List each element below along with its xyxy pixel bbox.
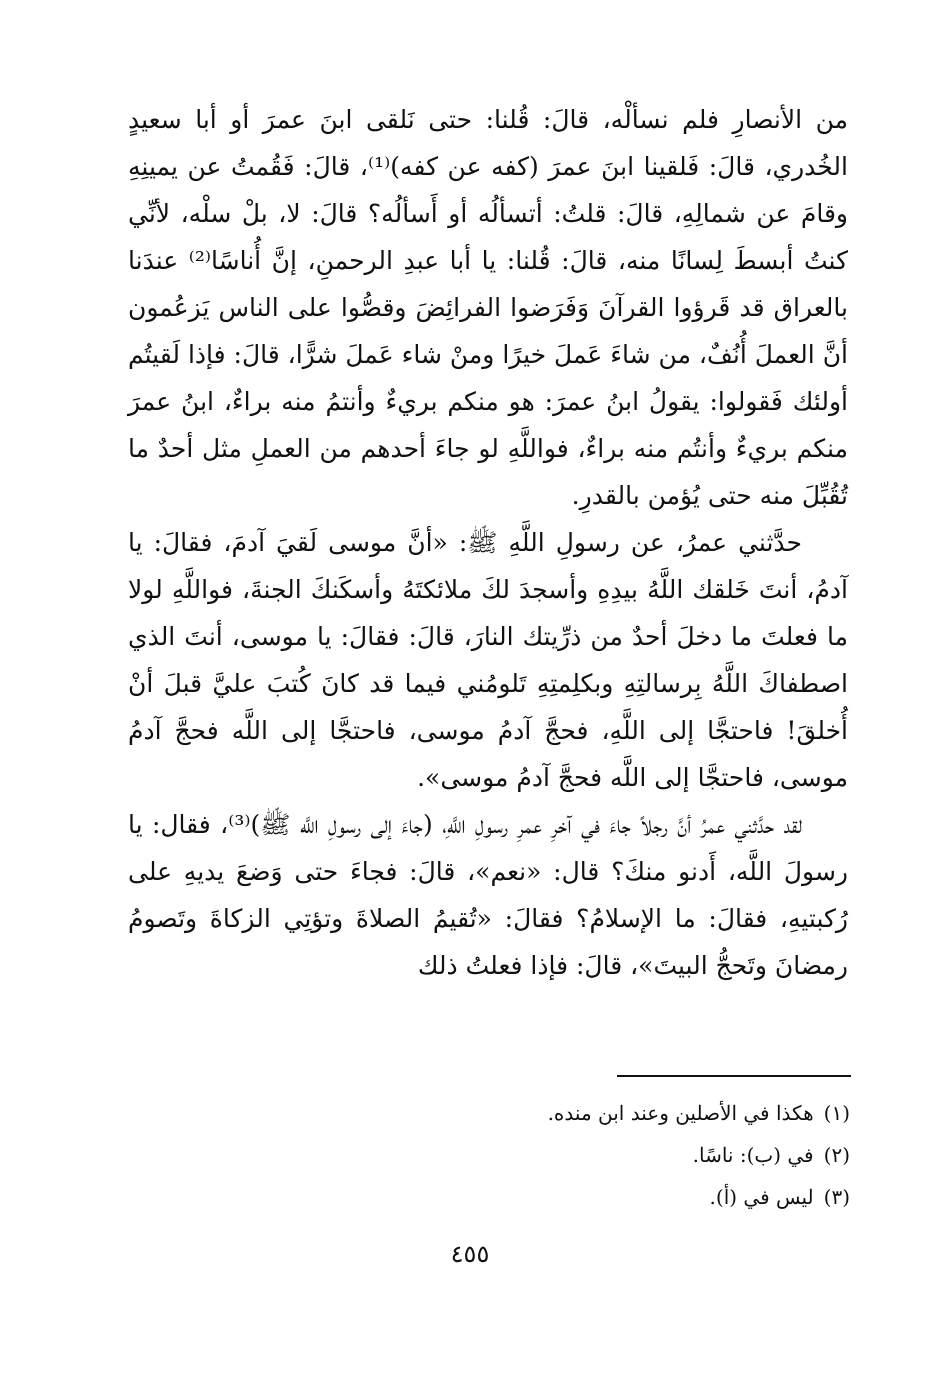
paragraph-3: لقد حدَّثني عمرُ أنَّ رجلاً جاءَ في آخرِ عمرِ رسولِ اللَّهِ، (جاءَ إلى رسولِ اللَّه ﷺ)⁽³⁾، فقال: يا رسولَ اللَّه، أَدنو منكَ؟ قال: «نعم»، قالَ: فجاءَ حتى وَضعَ يديهِ على رُكبتيهِ، فقالَ: ما الإسلامُ؟ فقالَ: «تُقيمُ الصلاةَ وتؤتِي الزكاةَ وتَصومُ رمضانَ وتَحجُّ البيتَ»، قالَ: فإذا فعلتُ ذلك [128, 810, 848, 980]
footnotes [128, 1092, 850, 1218]
footnote-number: (٣) [823, 1185, 850, 1209]
main-text [128, 96, 848, 989]
page-number: ٤٥٥ [450, 1240, 490, 1268]
footnote-3 [128, 1176, 850, 1218]
footnote-number: (٢) [823, 1143, 850, 1167]
footnote-divider [617, 1075, 851, 1077]
footnote-text: هكذا في الأصلين وعند ابن منده. [547, 1101, 814, 1125]
footnote-2 [128, 1134, 850, 1176]
footnote-text: في (ب): ناسًا. [692, 1143, 814, 1167]
paragraph-2: حدَّثني عمرُ، عن رسولِ اللَّهِ ﷺ: «أنَّ موسى لَقيَ آدمَ، فقالَ: يا آدمُ، أنتَ خَلقك اللَّهُ بيدِهِ وأسجدَ لكَ ملائكتَهُ وأسكَنكَ الجنةَ، فواللَّهِ لولا ما فعلتَ ما دخلَ أحدٌ من ذرِّيتك النارَ، قالَ: فقالَ: يا موسى، أنتَ الذي اصطفاكَ اللَّهُ بِرسالتِهِ وبكلِمتِهِ تَلومُني فيما قد كانَ كُتبَ عليَّ قبلَ أنْ أُخلقَ! فاحتجَّا إلى اللَّهِ، فحجَّ آدمُ موسى، فاحتجَّا إلى اللَّه فحجَّ آدمُ موسى، فاحتجَّا إلى اللَّه فحجَّ آدمُ موسى». [128, 528, 848, 792]
footnote-text: ليس في (أ). [709, 1185, 814, 1209]
footnote-number: (١) [823, 1101, 850, 1125]
paragraph-1: من الأنصارِ فلم نسألْه، قالَ: قُلنا: حتى نَلقى ابنَ عمرَ أو أبا سعيدٍ الخُدري، قالَ: فَلقينا ابنَ عمرَ (كفه عن كفه)⁽¹⁾، قالَ: فَقُمتُ عن يمينِهِ وقامَ عن شمالِهِ، قالَ: قلتُ: أتسألُه أو أَسألُه؟ قالَ: لا، بلْ سلْه، لأنِّي كنتُ أبسطَ لِسانًا منه، قالَ: قُلنا: يا أبا عبدِ الرحمنِ، إنَّ أُناسًا⁽²⁾ عندَنا بالعراق قد قَرؤوا القرآنَ وَفَرَضوا الفرائِضَ وقصُّوا على الناس يَزعُمون أنَّ العملَ أُنُفٌ، من شاءَ عَملَ خيرًا ومنْ شاء عَملَ شرًّا، قالَ: فإذا لَقيتُم أولئك فَقولوا: يقولُ ابنُ عمرَ: هو منكم بريءٌ وأنتمُ منه براءٌ، ابنُ عمرَ منكم بريءٌ وأنتُم منه براءٌ، فواللَّهِ لو جاءَ أحدهم من العملِ مثل أحدٌ ما تُقُبِّلَ منه حتى يُؤمن بالقدرِ. [128, 105, 848, 510]
footnote-1 [128, 1092, 850, 1134]
